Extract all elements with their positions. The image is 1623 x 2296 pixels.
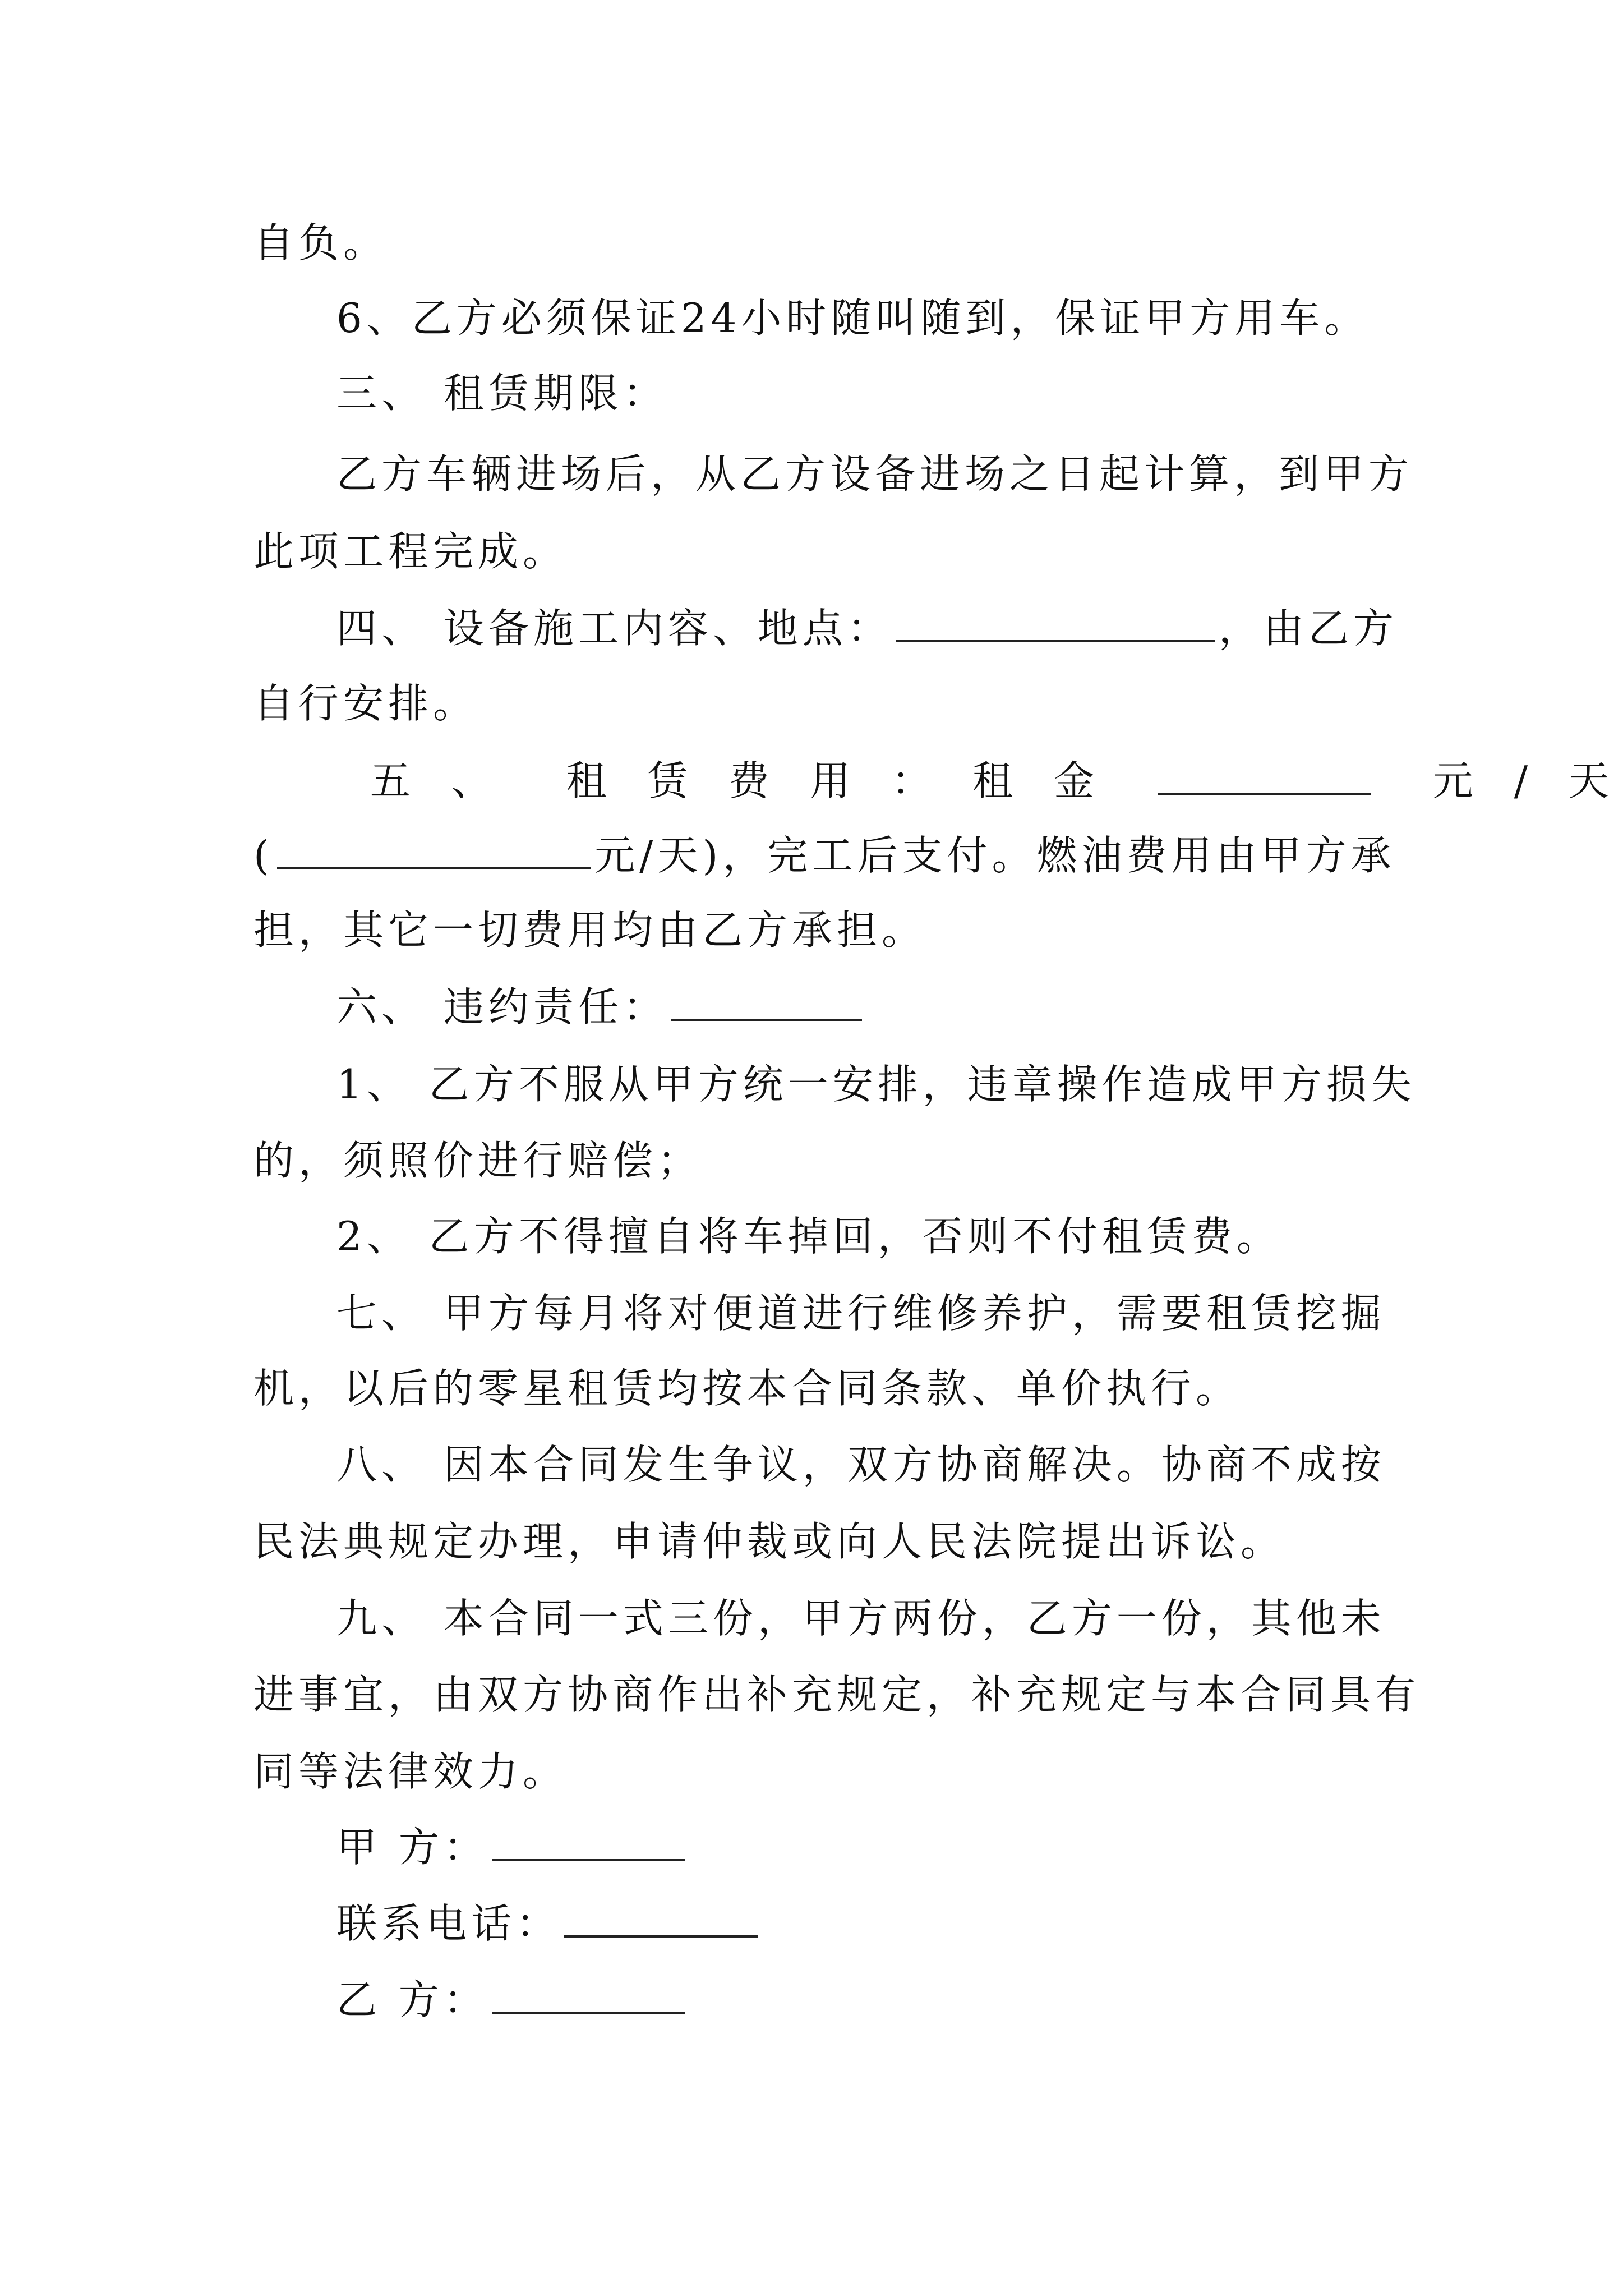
text-line: 6、乙方必须保证24小时随叫随到，保证甲方用车。 (336, 295, 1370, 342)
text-line: 进事宜，由双方协商作出补充规定，补充规定与本合同具有 (253, 1671, 1421, 1718)
text-line (336, 976, 1458, 1038)
text-line (253, 825, 1396, 886)
signature-line-party-a (336, 1816, 1458, 1878)
text-line: 2、 乙方不得擅自将车掉回，否则不付租赁费。 (336, 1213, 1281, 1260)
section-label: 六、 违约责任： (336, 983, 668, 1030)
text-span: ( (253, 832, 274, 879)
text-line: 机，以后的零星租赁均按本合同条款、单价执行。 (253, 1365, 1241, 1412)
text-span: 元 / 天 (1432, 757, 1613, 804)
text-line: 担，其它一切费用均由乙方承担。 (253, 907, 927, 954)
text-line: 1、 乙方不服从甲方统一安排，违章操作造成甲方损失 (336, 1061, 1416, 1108)
section-label: 五 、 (370, 757, 496, 804)
section-label: 四、 设备施工内容、地点： (336, 605, 892, 652)
signature-blank (492, 1975, 685, 2014)
fill-in-blank (671, 982, 862, 1021)
signature-blank (492, 1822, 685, 1861)
text-span: ，由乙方 (1218, 605, 1398, 652)
text-span: 元/天)，完工后支付。燃油费用由甲方承 (594, 832, 1396, 879)
text-line: 民法典规定办理，申请仲裁或向人民法院提出诉讼。 (253, 1518, 1286, 1565)
signature-line-phone (336, 1893, 1458, 1954)
text-line (370, 750, 1613, 812)
fill-in-blank (896, 603, 1215, 642)
text-line: 七、 甲方每月将对便道进行维修养护，需要租赁挖掘 (336, 1290, 1386, 1337)
signature-blank (564, 1898, 758, 1938)
signature-label: 乙 方： (336, 1976, 488, 2023)
text-line: 的，须照价进行赔偿； (253, 1137, 703, 1184)
text-line: 同等法律效力。 (253, 1748, 568, 1795)
text-line: 自行安排。 (253, 680, 478, 727)
text-line: 九、 本合同一式三份，甲方两份，乙方一份，其他未 (336, 1595, 1386, 1642)
signature-label: 联系电话： (336, 1900, 561, 1947)
text-line: 八、 因本合同发生争议，双方协商解决。协商不成按 (336, 1441, 1386, 1488)
text-span: 租 赁 费 用 ： 租 金 (566, 757, 1099, 804)
signature-line-party-b (336, 1969, 1458, 2031)
text-line: 此项工程完成。 (253, 528, 568, 575)
text-line (336, 597, 1458, 659)
text-line: 自负。 (253, 219, 389, 266)
fill-in-blank (1158, 756, 1371, 795)
fill-in-blank (277, 830, 591, 869)
text-line: 乙方车辆进场后，从乙方设备进场之日起计算，到甲方 (336, 450, 1414, 498)
section-heading: 三、 租赁期限： (336, 370, 668, 417)
signature-label: 甲 方： (336, 1824, 488, 1871)
